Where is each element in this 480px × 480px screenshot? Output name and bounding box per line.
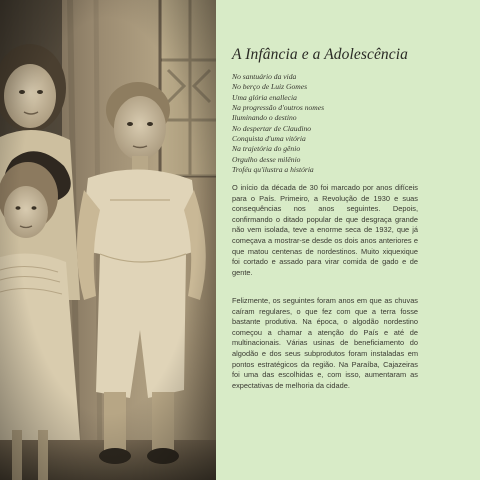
- poem-line: Troféu qu'ilustra a história: [232, 165, 314, 175]
- poem-line: Conquista d'uma vitória: [232, 134, 306, 144]
- poem-line: Uma glória enallecia: [232, 92, 297, 102]
- body-paragraph-1: O início da década de 30 foi marcado por anos difíceis para o País. Primeiro, a Revolução de 1930 e suas consequências nos anos seguintes. Depois, confirmando o ditado popular de que desgraça grande não vem isolada, teve a enorme seca de 1932, que já começava a mostrar-se desde os dois anos anteriores e que matou centenas de nordestinos. Muito xiquexique foi cortado e assado para virar comida de gado e de gente.: [232, 183, 418, 277]
- chapter-title: A Infância e a Adolescência: [232, 46, 409, 63]
- poem-line: Na trajetória do gênio: [232, 144, 301, 154]
- poem-line: Na progressão d'outros nomes: [232, 103, 325, 113]
- poem-line: No berço de Luiz Gomes: [232, 82, 308, 92]
- poem-stanza: [232, 72, 324, 175]
- poem-line: No santuário da vida: [232, 72, 297, 81]
- poem-line: Iluminando o destino: [232, 113, 297, 123]
- poem-line: No despertar de Claudino: [232, 123, 312, 133]
- text-panel: [216, 0, 480, 480]
- body-paragraph-2: Felizmente, os seguintes foram anos em que as chuvas caíram regulares, o que fez com que a terra fosse bastante produtiva. Na época, o algodão nordestino começou a chamar a atenção do País e até de multinacionais. Várias usinas de beneficiamento do algodão e dos seus subprodutos foram instaladas em pontos estratégicos da região. Na Paraíba, Cajazeiras foi uma das escolhidas e, com isso, aumentaram as expectativas de melhoria da cidade.: [232, 296, 418, 390]
- vintage-children-photo: [0, 0, 216, 480]
- poem-line: Orgulho desse milênio: [232, 154, 301, 164]
